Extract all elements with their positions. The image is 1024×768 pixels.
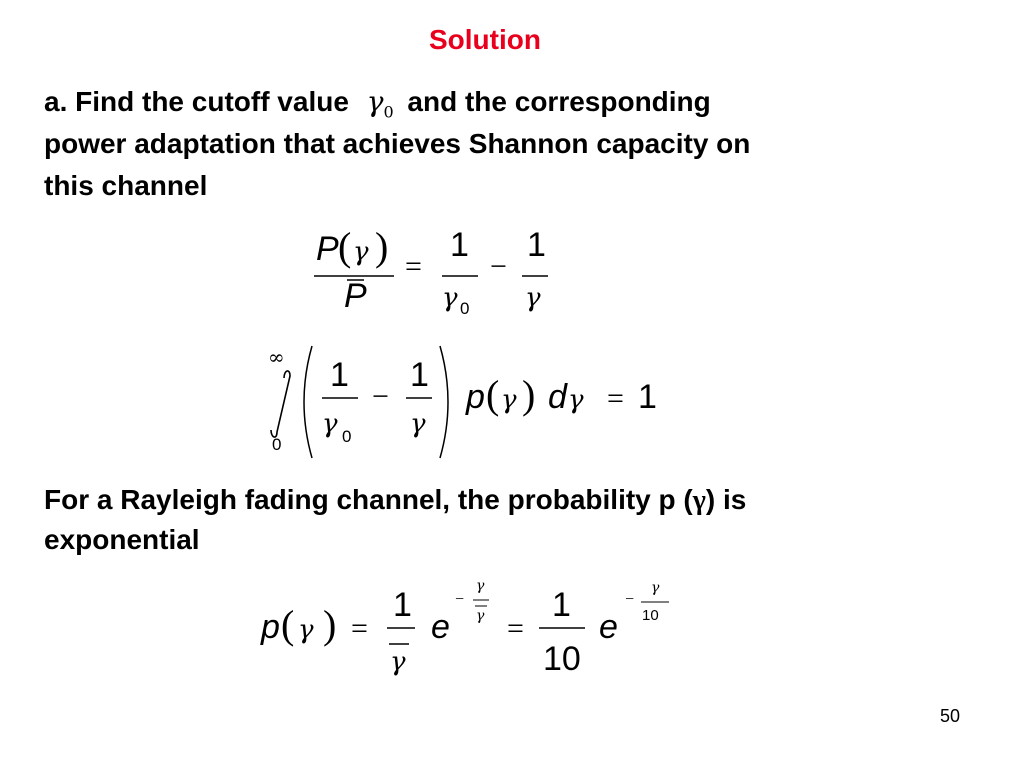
- svg-text:P: P: [316, 230, 339, 268]
- rayleigh-line2: exponential: [44, 524, 200, 555]
- svg-text:1: 1: [330, 356, 349, 394]
- svg-text:): ): [375, 224, 389, 269]
- svg-text:e: e: [431, 608, 450, 646]
- svg-text:0: 0: [342, 427, 352, 446]
- svg-text:1: 1: [393, 586, 412, 624]
- svg-text:−: −: [372, 380, 389, 413]
- svg-text:γ: γ: [442, 283, 458, 313]
- left-paren: [304, 346, 312, 458]
- svg-text:=: =: [507, 612, 524, 645]
- svg-text:e: e: [599, 608, 618, 646]
- svg-text:1: 1: [527, 226, 546, 264]
- gamma-symbol: γ: [692, 485, 706, 516]
- svg-text:1: 1: [552, 586, 571, 624]
- part-a-line2: power adaptation that achieves Shannon capacity on: [44, 128, 751, 159]
- rayleigh-line1: For a Rayleigh fading channel, the probability p (γ) is: [44, 484, 747, 516]
- svg-text:γ: γ: [476, 578, 485, 594]
- svg-text:γ: γ: [568, 385, 584, 415]
- svg-text:γ: γ: [298, 615, 314, 645]
- svg-text:γ: γ: [322, 409, 338, 439]
- svg-text:−: −: [625, 591, 635, 608]
- svg-text:∞: ∞: [268, 345, 285, 369]
- part-a-lead: a. Find the cutoff value: [44, 86, 349, 117]
- page-number: 50: [940, 706, 961, 726]
- slide-title: Solution: [429, 24, 541, 55]
- svg-text:1: 1: [450, 226, 469, 264]
- svg-text:=: =: [351, 612, 368, 645]
- svg-text:d: d: [548, 378, 567, 416]
- integral-sign: [271, 371, 290, 437]
- svg-text:γ: γ: [390, 647, 406, 677]
- svg-text:−: −: [490, 250, 507, 283]
- svg-text:=: =: [607, 382, 624, 415]
- equation-power-adaptation: [300, 210, 570, 330]
- svg-text:0: 0: [460, 299, 470, 318]
- part-a-line3: this channel: [44, 170, 208, 201]
- svg-text:): ): [522, 372, 536, 417]
- svg-text:γ: γ: [353, 237, 369, 267]
- equation-exponential-pdf: [255, 570, 685, 685]
- svg-text:1: 1: [638, 378, 657, 416]
- svg-text:=: =: [405, 250, 422, 283]
- right-paren: [440, 346, 448, 458]
- svg-text:(: (: [486, 372, 500, 417]
- part-a-continuation: and the corresponding: [407, 86, 711, 117]
- svg-text:1: 1: [410, 356, 429, 394]
- svg-text:γ: γ: [525, 283, 541, 313]
- svg-text:10: 10: [543, 640, 581, 678]
- svg-text:(: (: [281, 602, 295, 647]
- svg-text:−: −: [455, 591, 465, 608]
- equation-power-constraint: [260, 340, 680, 465]
- svg-text:γ: γ: [476, 608, 485, 624]
- svg-text:(: (: [338, 224, 352, 269]
- gamma-zero-symbol: $\gamma_0$: [366, 85, 394, 122]
- svg-text:p: p: [261, 608, 280, 646]
- svg-text:γ: γ: [410, 409, 426, 439]
- svg-text:): ): [323, 602, 337, 647]
- svg-text:P: P: [344, 277, 367, 315]
- svg-text:γ: γ: [501, 385, 517, 415]
- svg-text:10: 10: [642, 607, 659, 624]
- svg-text:p: p: [466, 378, 485, 416]
- svg-text:γ: γ: [651, 580, 660, 596]
- svg-text:0: 0: [272, 435, 282, 454]
